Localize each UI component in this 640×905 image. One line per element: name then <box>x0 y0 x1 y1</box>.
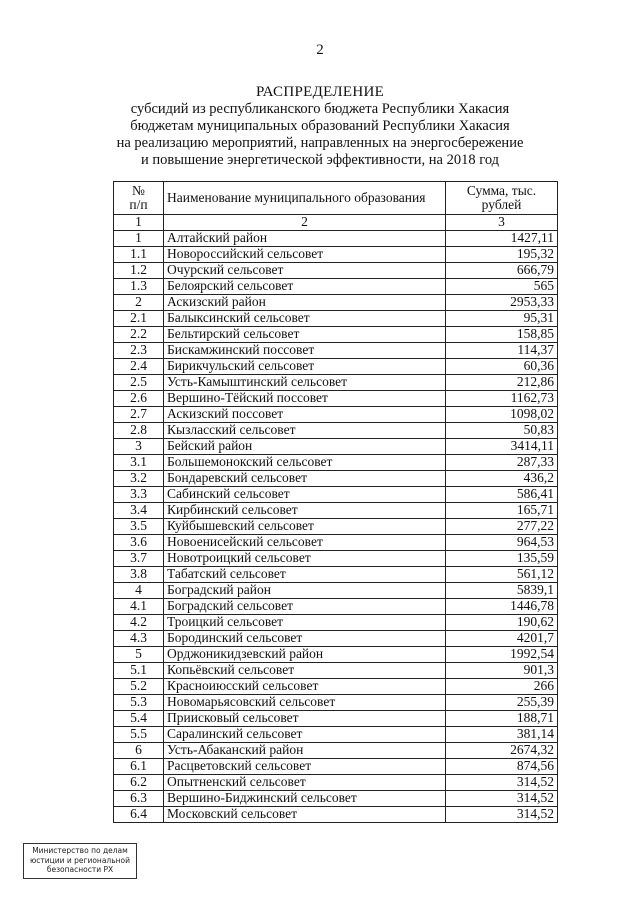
title-heading: РАСПРЕДЕЛЕНИЕ <box>255 84 385 100</box>
header-sum <box>446 182 558 215</box>
header-number-line-2: п/п <box>129 197 148 212</box>
row-name: Балыксинский сельсовет <box>164 311 446 327</box>
row-number: 2.5 <box>114 375 164 391</box>
row-number: 2.8 <box>114 423 164 439</box>
table-row <box>114 615 558 631</box>
row-name: Новоенисейский сельсовет <box>164 535 446 551</box>
table-row <box>114 487 558 503</box>
row-number: 6.4 <box>114 807 164 823</box>
row-sum: 190,62 <box>446 615 558 631</box>
row-number: 3.3 <box>114 487 164 503</box>
row-sum: 2674,32 <box>446 743 558 759</box>
row-name: Аскизский район <box>164 295 446 311</box>
table-row <box>114 663 558 679</box>
row-name: Боградский район <box>164 583 446 599</box>
row-sum: 212,86 <box>446 375 558 391</box>
row-number: 5.3 <box>114 695 164 711</box>
row-number: 3.6 <box>114 535 164 551</box>
row-sum: 3414,11 <box>446 439 558 455</box>
stamp-line-1: Министерство по делам <box>32 846 128 855</box>
row-sum: 381,14 <box>446 727 558 743</box>
row-number: 2.2 <box>114 327 164 343</box>
stamp-line-2: юстиции и региональной <box>29 855 131 865</box>
row-sum: 565 <box>446 279 558 295</box>
row-number: 5.1 <box>114 663 164 679</box>
row-sum: 586,41 <box>446 487 558 503</box>
stamp-line-3: безопасности РХ <box>46 865 114 874</box>
row-sum: 266 <box>446 679 558 695</box>
row-sum: 5839,1 <box>446 583 558 599</box>
table-row <box>114 695 558 711</box>
row-number: 2.6 <box>114 391 164 407</box>
title-line-2: бюджетам муниципальных образований Республики Хакасия <box>130 118 510 134</box>
table-row <box>114 375 558 391</box>
header-number <box>114 182 164 215</box>
distribution-table <box>113 181 558 823</box>
row-sum: 314,52 <box>446 807 558 823</box>
row-name: Бейский район <box>164 439 446 455</box>
table-row <box>114 567 558 583</box>
row-sum: 50,83 <box>446 423 558 439</box>
row-sum: 114,37 <box>446 343 558 359</box>
row-number: 1.1 <box>114 247 164 263</box>
row-number: 5.2 <box>114 679 164 695</box>
row-number: 3.7 <box>114 551 164 567</box>
column-number-row <box>114 215 558 231</box>
row-number: 3.5 <box>114 519 164 535</box>
column-number: 2 <box>164 215 446 231</box>
row-sum: 2953,33 <box>446 295 558 311</box>
row-name: Расцветовский сельсовет <box>164 759 446 775</box>
table-row <box>114 551 558 567</box>
table-row <box>114 631 558 647</box>
row-name: Красноиюсский сельсовет <box>164 679 446 695</box>
row-sum: 314,52 <box>446 775 558 791</box>
row-number: 1 <box>114 231 164 247</box>
row-number: 6.1 <box>114 759 164 775</box>
table-row <box>114 439 558 455</box>
row-sum: 1446,78 <box>446 599 558 615</box>
table-row <box>114 599 558 615</box>
row-sum: 964,53 <box>446 535 558 551</box>
row-sum: 314,52 <box>446 791 558 807</box>
table-row <box>114 807 558 823</box>
table-body <box>114 231 558 823</box>
row-sum: 561,12 <box>446 567 558 583</box>
row-number: 3.8 <box>114 567 164 583</box>
row-sum: 1162,73 <box>446 391 558 407</box>
row-number: 2.3 <box>114 343 164 359</box>
table-row <box>114 455 558 471</box>
row-number: 5.5 <box>114 727 164 743</box>
table-row <box>114 359 558 375</box>
row-name: Бондаревский сельсовет <box>164 471 446 487</box>
table-row <box>114 519 558 535</box>
row-name: Вершино-Тёйский поссовет <box>164 391 446 407</box>
row-number: 6 <box>114 743 164 759</box>
row-sum: 1427,11 <box>446 231 558 247</box>
row-sum: 195,32 <box>446 247 558 263</box>
row-number: 5 <box>114 647 164 663</box>
row-name: Приисковый сельсовет <box>164 711 446 727</box>
table-row <box>114 727 558 743</box>
row-name: Очурский сельсовет <box>164 263 446 279</box>
table-row <box>114 231 558 247</box>
row-sum: 1992,54 <box>446 647 558 663</box>
row-sum: 666,79 <box>446 263 558 279</box>
row-name: Орджоникидзевский район <box>164 647 446 663</box>
header-number-line-1: № <box>132 182 145 198</box>
table-row <box>114 295 558 311</box>
table-row <box>114 263 558 279</box>
row-sum: 874,56 <box>446 759 558 775</box>
table-row <box>114 247 558 263</box>
column-number: 3 <box>446 215 558 231</box>
title-line-4: и повышение энергетической эффективности, на 2018 год <box>140 152 500 168</box>
row-number: 4.2 <box>114 615 164 631</box>
row-sum: 255,39 <box>446 695 558 711</box>
table-row <box>114 391 558 407</box>
header-sum-line-2: рублей <box>481 197 522 212</box>
row-name: Вершино-Биджинский сельсовет <box>164 791 446 807</box>
table-row <box>114 535 558 551</box>
row-name: Большемонокский сельсовет <box>164 455 446 471</box>
row-name: Алтайский район <box>164 231 446 247</box>
table-row <box>114 775 558 791</box>
row-number: 2 <box>114 295 164 311</box>
row-name: Новотроицкий сельсовет <box>164 551 446 567</box>
row-name: Новомарьясовский сельсовет <box>164 695 446 711</box>
row-name: Московский сельсовет <box>164 807 446 823</box>
row-sum: 158,85 <box>446 327 558 343</box>
row-name: Копьёвский сельсовет <box>164 663 446 679</box>
row-number: 4.3 <box>114 631 164 647</box>
row-number: 1.2 <box>114 263 164 279</box>
table-row <box>114 311 558 327</box>
row-name: Кызласский сельсовет <box>164 423 446 439</box>
row-name: Кирбинский сельсовет <box>164 503 446 519</box>
row-sum: 4201,7 <box>446 631 558 647</box>
table-row <box>114 407 558 423</box>
table-row <box>114 679 558 695</box>
row-sum: 277,22 <box>446 519 558 535</box>
row-name: Усть-Абаканский район <box>164 743 446 759</box>
table-row <box>114 743 558 759</box>
row-sum: 60,36 <box>446 359 558 375</box>
table-row <box>114 759 558 775</box>
table-row <box>114 503 558 519</box>
row-number: 6.2 <box>114 775 164 791</box>
row-name: Аскизский поссовет <box>164 407 446 423</box>
table-row <box>114 583 558 599</box>
ministry-stamp <box>23 843 137 879</box>
table-row <box>114 343 558 359</box>
row-name: Бирикчульский сельсовет <box>164 359 446 375</box>
row-number: 3.2 <box>114 471 164 487</box>
row-name: Новороссийский сельсовет <box>164 247 446 263</box>
row-name: Бискамжинский поссовет <box>164 343 446 359</box>
table-row <box>114 711 558 727</box>
row-name: Бельтирский сельсовет <box>164 327 446 343</box>
row-sum: 1098,02 <box>446 407 558 423</box>
page-number: 2 <box>316 42 324 58</box>
document-title <box>0 84 640 169</box>
row-number: 1.3 <box>114 279 164 295</box>
row-name: Саралинский сельсовет <box>164 727 446 743</box>
row-sum: 135,59 <box>446 551 558 567</box>
row-name: Усть-Камыштинский сельсовет <box>164 375 446 391</box>
row-number: 4.1 <box>114 599 164 615</box>
row-name: Бородинский сельсовет <box>164 631 446 647</box>
row-number: 2.1 <box>114 311 164 327</box>
table-row <box>114 471 558 487</box>
table-row <box>114 647 558 663</box>
row-name: Табатский сельсовет <box>164 567 446 583</box>
table-row <box>114 423 558 439</box>
table-row <box>114 791 558 807</box>
title-line-3: на реализацию мероприятий, направленных на энергосбережение <box>116 135 524 151</box>
row-number: 3.1 <box>114 455 164 471</box>
row-name: Куйбышевский сельсовет <box>164 519 446 535</box>
row-number: 2.7 <box>114 407 164 423</box>
row-number: 3 <box>114 439 164 455</box>
column-number: 1 <box>114 215 164 231</box>
row-number: 6.3 <box>114 791 164 807</box>
table-row <box>114 279 558 295</box>
row-sum: 287,33 <box>446 455 558 471</box>
row-number: 5.4 <box>114 711 164 727</box>
row-number: 2.4 <box>114 359 164 375</box>
table-row <box>114 327 558 343</box>
row-number: 3.4 <box>114 503 164 519</box>
row-name: Сабинский сельсовет <box>164 487 446 503</box>
table-header-row <box>114 182 558 215</box>
row-sum: 436,2 <box>446 471 558 487</box>
row-name: Боградский сельсовет <box>164 599 446 615</box>
row-sum: 165,71 <box>446 503 558 519</box>
title-line-1: субсидий из республиканского бюджета Республики Хакасия <box>130 101 510 117</box>
row-sum: 95,31 <box>446 311 558 327</box>
row-sum: 901,3 <box>446 663 558 679</box>
row-sum: 188,71 <box>446 711 558 727</box>
row-name: Опытненский сельсовет <box>164 775 446 791</box>
row-name: Белоярский сельсовет <box>164 279 446 295</box>
header-name: Наименование муниципального образования <box>164 182 446 215</box>
row-name: Троицкий сельсовет <box>164 615 446 631</box>
row-number: 4 <box>114 583 164 599</box>
header-sum-line-1: Сумма, тыс. <box>466 182 537 198</box>
